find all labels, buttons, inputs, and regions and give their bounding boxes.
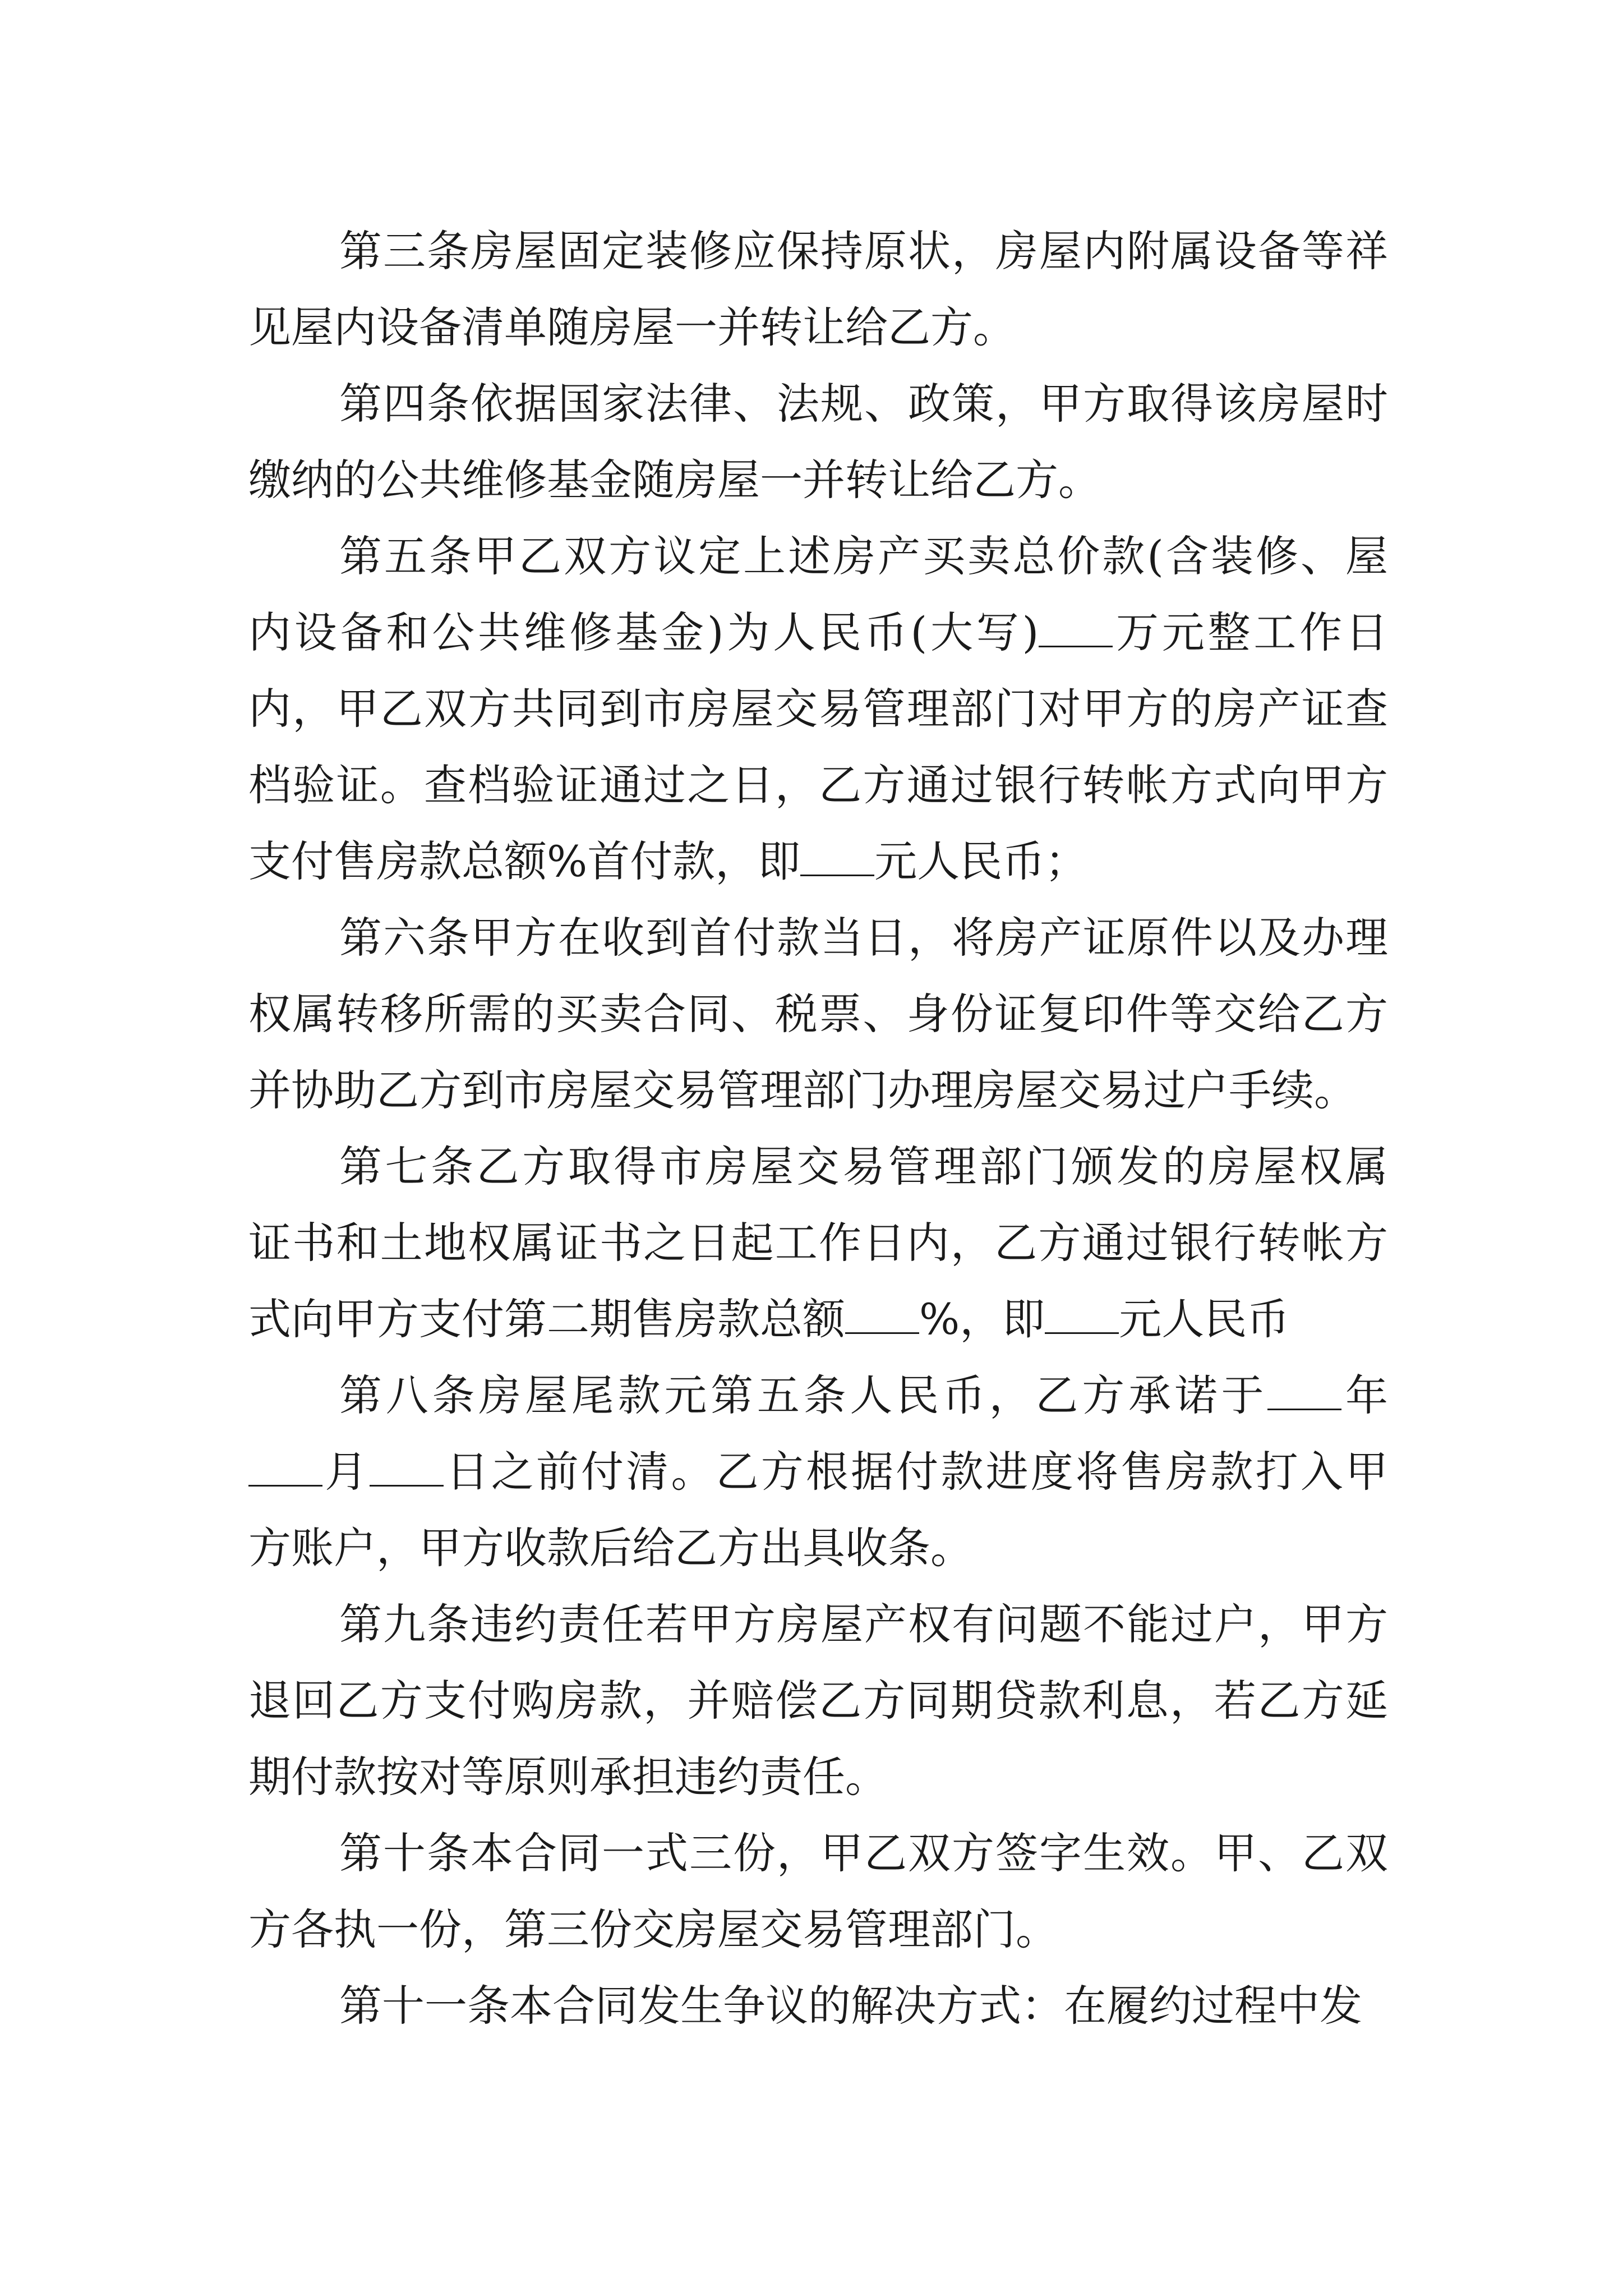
text-line bbox=[248, 1358, 1388, 1434]
paragraph-article-5 bbox=[248, 518, 1388, 900]
text-line: 第七条乙方取得市房屋交易管理部门颁发的房屋权属 bbox=[339, 1142, 1388, 1191]
text-segment: 日之前付清。乙方根据付款进度将售房款打入甲 bbox=[444, 1447, 1389, 1497]
paragraph-article-3 bbox=[248, 213, 1388, 366]
paragraph-article-4 bbox=[248, 366, 1388, 518]
text-line: 第六条甲方在收到首付款当日，将房产证原件以及办理 bbox=[339, 913, 1388, 963]
fill-in-blank bbox=[1045, 1295, 1119, 1334]
paragraph-article-6 bbox=[248, 900, 1388, 1129]
text-line: 退回乙方支付购房款，并赔偿乙方同期贷款利息，若乙方延 bbox=[248, 1676, 1388, 1726]
text-line: 第九条违约责任若甲方房屋产权有问题不能过户，甲方 bbox=[339, 1599, 1388, 1649]
text-segment: 内设备和公共维修基金)为人民币(大写) bbox=[248, 608, 1039, 657]
text-line bbox=[248, 1281, 1388, 1358]
text-segment: 元人民币 bbox=[1119, 1294, 1290, 1344]
text-line: 证书和土地权属证书之日起工作日内，乙方通过银行转帐方 bbox=[248, 1218, 1388, 1268]
fill-in-blank bbox=[800, 838, 874, 876]
text-line: 方账户，甲方收款后给乙方出具收条。 bbox=[248, 1523, 973, 1573]
text-line: 并协助乙方到市房屋交易管理部门办理房屋交易过户手续。 bbox=[248, 1065, 1357, 1115]
text-line: 期付款按对等原则承担违约责任。 bbox=[248, 1752, 888, 1802]
text-line: 第十条本合同一式三份，甲乙双方签字生效。甲、乙双 bbox=[339, 1828, 1388, 1878]
paragraph-article-10 bbox=[248, 1815, 1388, 1968]
paragraph-article-9 bbox=[248, 1586, 1388, 1815]
fill-in-blank bbox=[248, 1448, 322, 1487]
text-segment: 支付售房款总额%首付款，即 bbox=[248, 836, 801, 886]
fill-in-blank bbox=[1267, 1372, 1341, 1410]
text-segment: 元人民币； bbox=[874, 836, 1088, 886]
text-segment: 年 bbox=[1341, 1370, 1389, 1420]
text-segment: %，即 bbox=[919, 1294, 1045, 1344]
text-line: 第三条房屋固定装修应保持原状，房屋内附属设备等祥 bbox=[339, 226, 1388, 276]
text-segment: 万元整工作日 bbox=[1113, 608, 1389, 657]
text-line: 内，甲乙双方共同到市房屋交易管理部门对甲方的房产证查 bbox=[248, 684, 1388, 734]
fill-in-blank bbox=[845, 1295, 919, 1334]
text-line: 缴纳的公共维修基金随房屋一并转让给乙方。 bbox=[248, 455, 1101, 505]
text-line bbox=[248, 595, 1388, 671]
fill-in-blank bbox=[370, 1448, 444, 1487]
text-line: 档验证。查档验证通过之日，乙方通过银行转帐方式向甲方 bbox=[248, 760, 1388, 810]
text-line: 见屋内设备清单随房屋一并转让给乙方。 bbox=[248, 302, 1016, 352]
paragraph-article-11 bbox=[248, 1968, 1388, 2044]
fill-in-blank bbox=[1039, 609, 1113, 647]
text-line bbox=[248, 823, 1388, 900]
text-line: 权属转移所需的买卖合同、税票、身份证复印件等交给乙方 bbox=[248, 989, 1388, 1039]
text-segment: 第八条房屋尾款元第五条人民币，乙方承诺于 bbox=[339, 1370, 1268, 1420]
text-line: 方各执一份，第三份交房屋交易管理部门。 bbox=[248, 1904, 1058, 1954]
document-page bbox=[248, 213, 1388, 2044]
text-line: 第四条依据国家法律、法规、政策，甲方取得该房屋时 bbox=[339, 379, 1388, 429]
text-line bbox=[248, 1434, 1388, 1510]
paragraph-article-8 bbox=[248, 1358, 1388, 1586]
paragraph-article-7 bbox=[248, 1129, 1388, 1358]
text-line: 第五条甲乙双方议定上述房产买卖总价款(含装修、屋 bbox=[339, 531, 1388, 581]
text-line: 第十一条本合同发生争议的解决方式：在履约过程中发 bbox=[339, 1981, 1362, 2031]
text-segment: 式向甲方支付第二期售房款总额 bbox=[248, 1294, 845, 1344]
text-segment: 月 bbox=[322, 1447, 370, 1497]
